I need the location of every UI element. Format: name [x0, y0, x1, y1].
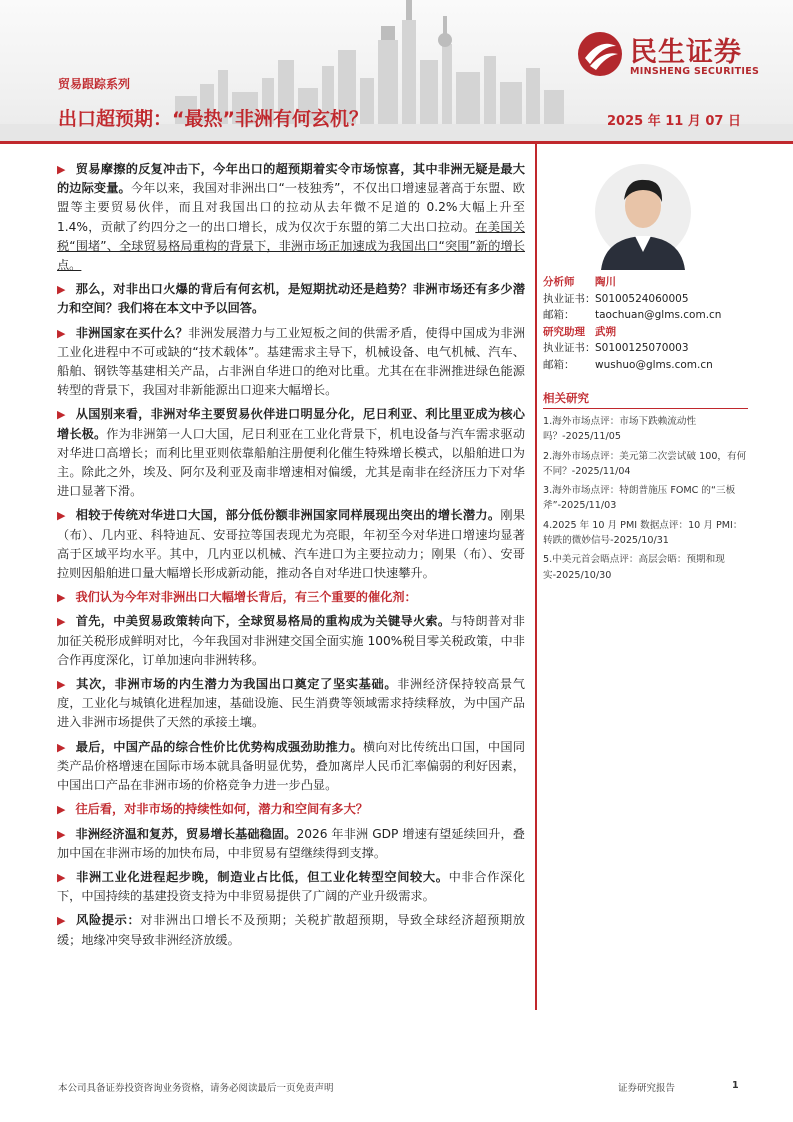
paragraph-text: 与特朗普对非加征关税形成鲜明对比，今年我国对非洲建交国全面实施 100%税目零关税政策，中非合作再度深化，订单加速向非洲转移。	[57, 614, 525, 667]
summary-paragraph	[57, 868, 525, 906]
summary-paragraph	[57, 506, 525, 583]
email-label: 邮箱：	[543, 358, 575, 371]
right-triangle-icon: ▶	[57, 591, 66, 605]
assistant-name: 武朔	[595, 325, 616, 338]
right-triangle-icon: ▶	[57, 803, 66, 817]
assistant-role: 研究助理	[543, 325, 585, 338]
paragraph-text: 其次，非洲市场的内生潜力为我国出口奠定了坚实基础。	[76, 677, 398, 692]
analyst-cert: S0100524060005	[595, 292, 689, 305]
related-research-link[interactable]: 5.中美元首会晤点评：高层会晤：预期和现实-2025/10/30	[543, 554, 725, 581]
summary-paragraph	[57, 324, 525, 401]
report-header	[0, 0, 793, 143]
paragraph-text: 相较于传统对华进口大国，部分低份额非洲国家同样展现出突出的增长潜力。	[75, 508, 501, 523]
cert-label: 执业证书：	[543, 292, 596, 305]
right-triangle-icon: ▶	[57, 678, 67, 692]
right-triangle-icon: ▶	[57, 163, 66, 176]
column-divider	[535, 144, 537, 1010]
minsheng-logo-icon	[576, 30, 624, 78]
paragraph-text: 对非洲出口增长不及预期；关税扩散超预期，导致全球经济超预期放缓；地缘冲突导致非洲经济放缓。	[57, 913, 525, 947]
series-label: 贸易跟踪系列	[58, 77, 131, 91]
right-triangle-icon: ▶	[57, 827, 66, 841]
right-triangle-icon: ▶	[57, 326, 66, 340]
paragraph-text: 非洲经济保持较高景气度，工业化与城镇化进程加速，基础设施、民生消费等领域需求持续释放，为中国产品进入非洲市场提供了天然的承接土壤。	[57, 677, 525, 730]
email-label: 邮箱：	[543, 309, 575, 321]
related-research-link[interactable]: 1.海外市场点评：市场下跌赖流动性吗？-2025/11/05	[543, 416, 697, 443]
paragraph-text: 我们认为今年对非洲出口大幅增长背后，有三个重要的催化剂：	[75, 590, 417, 605]
assistant-email[interactable]: wushuo@glms.com.cn	[595, 358, 713, 371]
assistant-cert: S0100125070003	[595, 342, 689, 354]
paragraph-text: 中非合作深化下，中国持续的基建投资支持为中非贸易提供了广阔的产业升级需求。	[57, 869, 525, 904]
related-research-link[interactable]: 3.海外市场点评：特朗普施压 FOMC 的“三板斧”-2025/11/03	[543, 485, 736, 512]
paragraph-text: 非洲发展潜力与工业短板之间的供需矛盾，使得中国成为非洲工业化进程中不可或缺的“技术载体”。基建需求主导下，机械设备、电气机械、汽车、船舶、钢铁等基建相关产品，占非洲自华进口的绝对比重。尤其在在非洲推进绿色能源转型的背景下，我国对非新能源出口迎来大幅增长。	[57, 325, 526, 398]
paragraph-text: 非洲工业化进程起步晚，制造业占比低，但工业化转型空间较大。	[76, 869, 449, 884]
header-divider	[0, 141, 793, 144]
analyst-email[interactable]: taochuan@glms.com.cn	[595, 309, 722, 321]
right-triangle-icon: ▶	[57, 740, 66, 754]
paragraph-text: 最后，中国产品的综合性价比优势构成强劲助推力。	[75, 739, 363, 754]
paragraph-text: 在美国关税“围堵”、全球贸易格局重构的背景下，非洲市场正加速成为我国出口“突围”新的增长点。	[57, 219, 526, 273]
logo-chinese: 民生证券	[630, 37, 742, 68]
related-research-list	[543, 414, 748, 587]
paragraph-text: 刚果（布）、几内亚、科特迪瓦、安哥拉等国表现尤为亮眼，年初至今对华进口增速均显著高于区域平均水平。其中，几内亚以机械、汽车进口为主要拉动力；刚果（布）、安哥拉则因船舶进口量大幅增长形成新动能，推动各自对华进口快速攀升。	[57, 508, 526, 581]
related-research-heading: 相关研究	[543, 391, 589, 405]
related-divider	[543, 408, 748, 409]
paragraph-text: 今年以来，我国对非洲出口“一枝独秀”，不仅出口增速显著高于东盟、欧盟等主要贸易伙伴，而且对我国出口的拉动从去年微不足道的 0.2%大幅上升至 1.4%，贡献了约四分之一的出口增长，成为仅次于东盟的第二大出口拉动。	[57, 181, 525, 234]
analyst-photo	[593, 160, 693, 270]
logo-english: MINSHENG SECURITIES	[630, 66, 760, 77]
paragraph-text: 作为非洲第一人口大国，尼日利亚在工业化背景下，机电设备与汽车需求驱动对华进口高增长；而利比里亚则依靠船舶注册便利化催生特殊增长模式，以船舶进口为主。除此之外，埃及、阿尔及利亚及南非增速相对偏缓，尤其是南非在经济压力下对华进口显著下滑。	[57, 426, 526, 499]
footer-report-type: 证券研究报告	[618, 1083, 676, 1094]
analyst-info	[543, 274, 753, 373]
analyst-name: 陶川	[595, 276, 616, 288]
related-research-link[interactable]: 2.海外市场点评：美元第二次尝试破 100，有何不同？-2025/11/04	[543, 450, 747, 477]
cert-label: 执业证书：	[543, 342, 596, 354]
summary-paragraph	[57, 405, 525, 501]
paragraph-text: 非洲经济温和复苏，贸易增长基础稳固。	[75, 826, 297, 841]
right-triangle-icon: ▶	[57, 870, 67, 884]
paragraph-text: 风险提示：	[76, 913, 141, 928]
summary-paragraph	[57, 675, 525, 733]
summary-paragraph	[57, 738, 525, 796]
page-title: 出口超预期：“最热”非洲有何玄机？	[58, 108, 368, 130]
summary-paragraph	[57, 825, 525, 863]
report-date: 2025 年 11 月 07 日	[607, 114, 741, 129]
summary-paragraph	[57, 280, 525, 318]
summary-paragraph	[57, 612, 525, 670]
paragraph-text: 那么，对非出口火爆的背后有何玄机，是短期扰动还是趋势？非洲市场还有多少潜力和空间？我们将在本文中予以回答。	[57, 282, 525, 316]
summary-paragraph	[57, 160, 525, 275]
paragraph-text: 往后看，对非市场的持续性如何，潜力和空间有多大？	[75, 802, 368, 817]
minsheng-logo	[576, 30, 776, 82]
summary-body	[57, 160, 525, 955]
analyst-role: 分析师	[543, 276, 575, 288]
paragraph-text: 非洲国家在买什么？	[75, 325, 189, 340]
paragraph-text: 贸易摩擦的反复冲击下，今年出口的超预期着实令市场惊喜，其中非洲无疑是最大的边际变量。	[57, 162, 525, 196]
summary-paragraph	[57, 588, 525, 607]
paragraph-text: 首先，中美贸易政策转向下，全球贸易格局的重构成为关键导火索。	[75, 614, 451, 629]
page-number: 1	[732, 1080, 739, 1091]
paragraph-text: 横向对比传统出口国，中国同类产品价格增速在国际市场本就具备明显优势，叠加离岸人民币汇率偏弱的利好因素，中国出口产品在非洲市场的价格竞争力进一步凸显。	[57, 739, 526, 793]
summary-paragraph	[57, 800, 525, 819]
right-triangle-icon: ▶	[57, 283, 66, 297]
footer-disclaimer: 本公司具备证券投资咨询业务资格，请务必阅读最后一页免责声明	[58, 1083, 334, 1094]
right-triangle-icon: ▶	[57, 509, 66, 523]
related-research-link[interactable]: 4.2025 年 10 月 PMI 数据点评：10 月 PMI：转跌的微妙信号-2025/10/31	[543, 519, 743, 547]
right-triangle-icon: ▶	[57, 615, 66, 629]
paragraph-text: 从国别来看，非洲对华主要贸易伙伴进口明显分化，尼日利亚、利比里亚成为核心增长极。	[57, 407, 525, 441]
right-triangle-icon: ▶	[57, 914, 67, 928]
paragraph-text: 2026 年非洲 GDP 增速有望延续回升，叠加中国在非洲市场的加快布局，中非贸易有望继续得到支撑。	[57, 826, 525, 860]
summary-paragraph	[57, 911, 525, 949]
right-triangle-icon: ▶	[57, 408, 66, 422]
